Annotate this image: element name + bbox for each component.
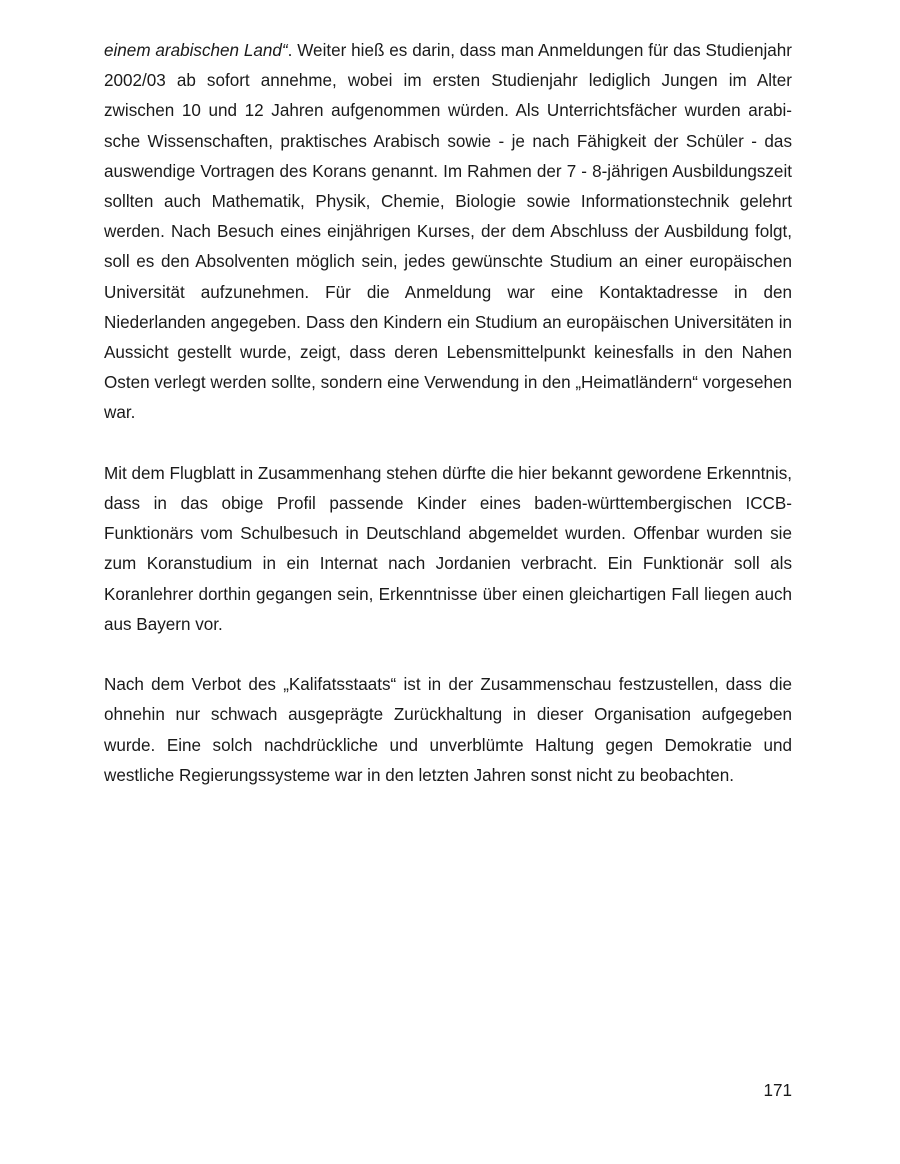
document-body: [104, 36, 792, 791]
page-number: 171: [763, 1081, 792, 1100]
paragraph-1-italic-lead: einem arabischen Land“: [104, 41, 288, 60]
paragraph-1: [104, 36, 792, 429]
paragraph-1-text: . Weiter hieß es darin, dass man Anmeldungen für das Studienjahr 2002/03 ab sofort annehme, wobei im ersten Studienjahr lediglich Jungen im Alter zwischen 10 und 12 Jahren aufgenommen würden. Als Unterrichtsfächer wurden arabische Wissenschaften, praktisches Arabisch sowie - je nach Fähigkeit der Schüler - das auswendige Vortragen des Korans genannt. Im Rahmen der 7 - 8-jährigen Ausbildungszeit sollten auch Mathematik, Physik, Chemie, Biologie sowie Informationstechnik gelehrt werden. Nach Besuch eines einjährigen Kurses, der dem Abschluss der Ausbildung folgt, soll es den Absolventen möglich sein, jedes gewünschte Studium an einer europäischen Universität aufzunehmen. Für die Anmeldung war eine Kontaktadresse in den Niederlanden angegeben. Dass den Kindern ein Studium an europäischen Universitäten in Aussicht gestellt wurde, zeigt, dass deren Lebensmittelpunkt keinesfalls in den Nahen Osten verlegt werden sollte, sondern eine Verwendung in den „Heimatländern“ vorgesehen war.: [104, 41, 792, 423]
paragraph-2: Mit dem Flugblatt in Zusammenhang stehen dürfte die hier bekannt gewordene Erkenntnis, dass in das obige Profil passende Kinder eines baden-württembergischen ICCB-Funktionärs vom Schulbesuch in Deutschland abgemeldet wurden. Offenbar wurden sie zum Koranstudium in ein Internat nach Jordanien verbracht. Ein Funktionär soll als Koranlehrer dorthin gegangen sein, Erkenntnisse über einen gleichartigen Fall liegen auch aus Bayern vor.: [104, 463, 792, 634]
paragraph-3: Nach dem Verbot des „Kalifatsstaats“ ist in der Zusammenschau festzustellen, dass die ohnehin nur schwach ausgeprägte Zurückhaltung in dieser Organisation aufgegeben wurde. Eine solch nachdrückliche und unverblümte Haltung gegen Demokratie und westliche Regierungssysteme war in den letzten Jahren sonst nicht zu beobachten.: [104, 675, 792, 785]
